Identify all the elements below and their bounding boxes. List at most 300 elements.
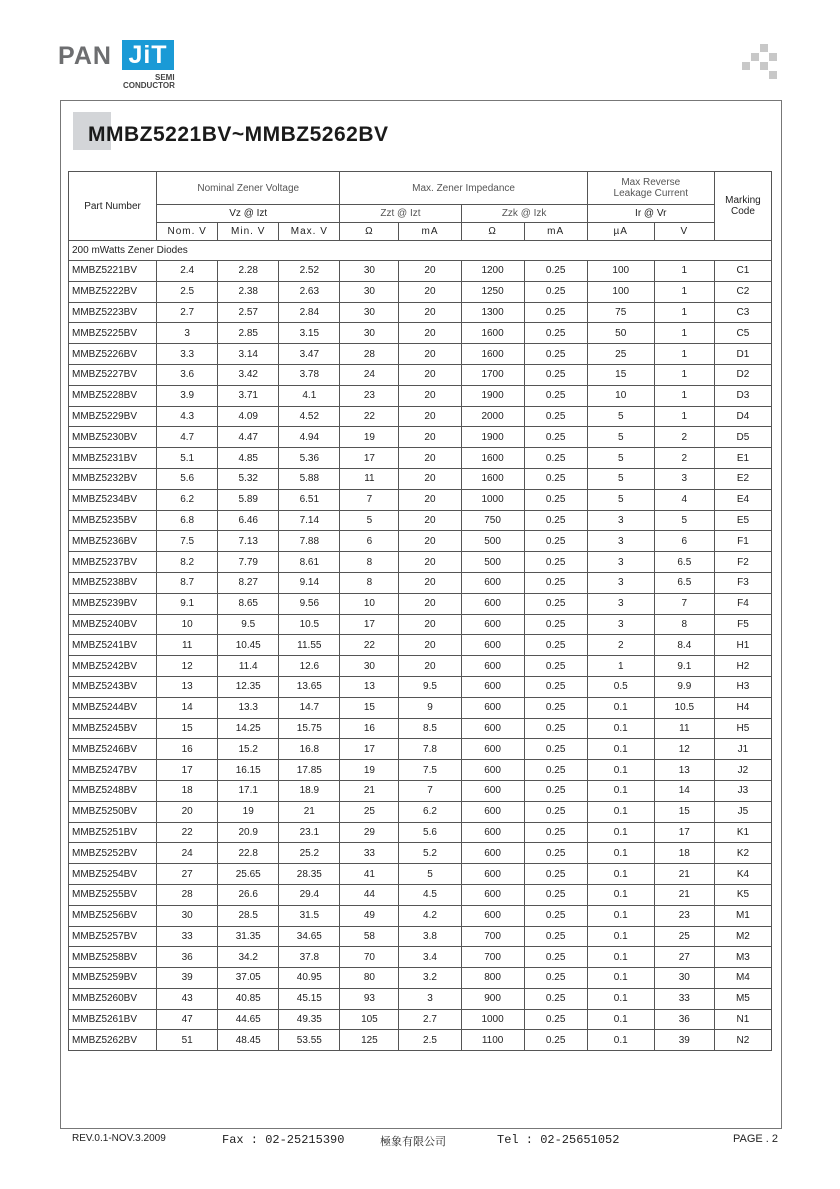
cell-vr-v: 11	[654, 718, 714, 739]
table-row	[69, 801, 772, 822]
cell-ir-ua: 100	[587, 261, 654, 282]
cell-nom-v: 4.3	[157, 406, 218, 427]
cell-vr-v: 25	[654, 926, 714, 947]
cell-nom-v: 12	[157, 656, 218, 677]
cell-ir-ua: 10	[587, 385, 654, 406]
table-row	[69, 864, 772, 885]
cell-part-number: MMBZ5225BV	[69, 323, 157, 344]
cell-min-v: 34.2	[218, 947, 279, 968]
cell-nom-v: 6.2	[157, 489, 218, 510]
cell-izt-ma: 20	[399, 323, 461, 344]
logo-conductor-text: CONDUCTOR	[123, 81, 175, 90]
cell-ir-ua: 0.1	[587, 822, 654, 843]
cell-zzk-ohm: 800	[461, 968, 524, 989]
cell-zzk-ohm: 600	[461, 718, 524, 739]
cell-izt-ma: 20	[399, 261, 461, 282]
cell-marking-code: F4	[714, 593, 771, 614]
cell-izk-ma: 0.25	[524, 905, 587, 926]
cell-min-v: 31.35	[218, 926, 279, 947]
cell-izk-ma: 0.25	[524, 385, 587, 406]
cell-zzk-ohm: 1000	[461, 1009, 524, 1030]
cell-part-number: MMBZ5222BV	[69, 281, 157, 302]
cell-max-v: 4.1	[279, 385, 340, 406]
cell-izt-ma: 9.5	[399, 676, 461, 697]
table-row	[69, 697, 772, 718]
cell-zzt-ohm: 49	[340, 905, 399, 926]
cell-ir-ua: 5	[587, 468, 654, 489]
cell-izk-ma: 0.25	[524, 718, 587, 739]
table-row	[69, 468, 772, 489]
cell-max-v: 37.8	[279, 947, 340, 968]
cell-vr-v: 5	[654, 510, 714, 531]
header-min-v: Min. V	[218, 223, 279, 241]
cell-marking-code: C2	[714, 281, 771, 302]
header-zzk-at-izk: Zzk @ Izk	[461, 205, 587, 223]
cell-marking-code: F1	[714, 531, 771, 552]
cell-izt-ma: 20	[399, 385, 461, 406]
cell-max-v: 3.15	[279, 323, 340, 344]
cell-ir-ua: 5	[587, 448, 654, 469]
cell-zzt-ohm: 17	[340, 739, 399, 760]
cell-zzk-ohm: 600	[461, 614, 524, 635]
cell-ir-ua: 0.1	[587, 801, 654, 822]
cell-nom-v: 17	[157, 760, 218, 781]
cell-zzt-ohm: 10	[340, 593, 399, 614]
cell-zzk-ohm: 1300	[461, 302, 524, 323]
cell-zzt-ohm: 15	[340, 697, 399, 718]
cell-izt-ma: 20	[399, 572, 461, 593]
cell-ir-ua: 0.5	[587, 676, 654, 697]
cell-ir-ua: 5	[587, 406, 654, 427]
cell-zzk-ohm: 700	[461, 947, 524, 968]
cell-marking-code: M5	[714, 988, 771, 1009]
cell-max-v: 53.55	[279, 1030, 340, 1051]
cell-marking-code: N1	[714, 1009, 771, 1030]
cell-marking-code: H5	[714, 718, 771, 739]
cell-zzt-ohm: 7	[340, 489, 399, 510]
cell-nom-v: 11	[157, 635, 218, 656]
cell-part-number: MMBZ5262BV	[69, 1030, 157, 1051]
cell-min-v: 19	[218, 801, 279, 822]
cell-min-v: 3.42	[218, 364, 279, 385]
header-zzt-at-izt: Zzt @ Izt	[340, 205, 461, 223]
cell-max-v: 9.56	[279, 593, 340, 614]
cell-ir-ua: 0.1	[587, 1009, 654, 1030]
cell-ir-ua: 3	[587, 593, 654, 614]
cell-nom-v: 3.9	[157, 385, 218, 406]
cell-vr-v: 39	[654, 1030, 714, 1051]
cell-nom-v: 2.4	[157, 261, 218, 282]
cell-part-number: MMBZ5239BV	[69, 593, 157, 614]
cell-max-v: 25.2	[279, 843, 340, 864]
cell-part-number: MMBZ5234BV	[69, 489, 157, 510]
cell-marking-code: M1	[714, 905, 771, 926]
table-row	[69, 323, 772, 344]
cell-izt-ma: 20	[399, 364, 461, 385]
cell-marking-code: D4	[714, 406, 771, 427]
cell-zzk-ohm: 1600	[461, 468, 524, 489]
cell-izt-ma: 7.8	[399, 739, 461, 760]
cell-max-v: 21	[279, 801, 340, 822]
cell-ir-ua: 0.1	[587, 1030, 654, 1051]
cell-nom-v: 7.5	[157, 531, 218, 552]
cell-zzk-ohm: 600	[461, 864, 524, 885]
cell-izk-ma: 0.25	[524, 864, 587, 885]
cell-min-v: 11.4	[218, 656, 279, 677]
cell-marking-code: D2	[714, 364, 771, 385]
cell-zzt-ohm: 24	[340, 364, 399, 385]
header-marking-code	[714, 172, 771, 241]
table-row	[69, 614, 772, 635]
cell-ir-ua: 0.1	[587, 968, 654, 989]
cell-izt-ma: 6.2	[399, 801, 461, 822]
cell-zzt-ohm: 25	[340, 801, 399, 822]
table-row	[69, 822, 772, 843]
cell-max-v: 17.85	[279, 760, 340, 781]
cell-min-v: 5.32	[218, 468, 279, 489]
cell-izt-ma: 7.5	[399, 760, 461, 781]
cell-min-v: 8.27	[218, 572, 279, 593]
cell-zzk-ohm: 600	[461, 676, 524, 697]
cell-izt-ma: 20	[399, 281, 461, 302]
table-row	[69, 780, 772, 801]
cell-marking-code: F2	[714, 552, 771, 573]
cell-ir-ua: 5	[587, 489, 654, 510]
cell-izt-ma: 20	[399, 614, 461, 635]
cell-marking-code: C1	[714, 261, 771, 282]
cell-izt-ma: 20	[399, 656, 461, 677]
cell-zzt-ohm: 8	[340, 552, 399, 573]
header-vr-v: V	[654, 223, 714, 241]
cell-ir-ua: 0.1	[587, 926, 654, 947]
cell-izk-ma: 0.25	[524, 302, 587, 323]
cell-ir-ua: 0.1	[587, 905, 654, 926]
cell-vr-v: 2	[654, 427, 714, 448]
cell-vr-v: 21	[654, 864, 714, 885]
cell-nom-v: 3.3	[157, 344, 218, 365]
cell-marking-code: K1	[714, 822, 771, 843]
cell-marking-code: J1	[714, 739, 771, 760]
cell-vr-v: 36	[654, 1009, 714, 1030]
cell-marking-code: C5	[714, 323, 771, 344]
cell-nom-v: 24	[157, 843, 218, 864]
cell-max-v: 45.15	[279, 988, 340, 1009]
cell-zzt-ohm: 22	[340, 635, 399, 656]
table-row	[69, 385, 772, 406]
cell-zzk-ohm: 600	[461, 760, 524, 781]
cell-zzk-ohm: 900	[461, 988, 524, 1009]
table-row	[69, 718, 772, 739]
cell-nom-v: 47	[157, 1009, 218, 1030]
cell-min-v: 3.71	[218, 385, 279, 406]
cell-part-number: MMBZ5230BV	[69, 427, 157, 448]
cell-ir-ua: 0.1	[587, 947, 654, 968]
cell-zzt-ohm: 58	[340, 926, 399, 947]
cell-zzt-ohm: 11	[340, 468, 399, 489]
cell-max-v: 8.61	[279, 552, 340, 573]
cell-zzt-ohm: 16	[340, 718, 399, 739]
cell-zzk-ohm: 600	[461, 884, 524, 905]
cell-zzk-ohm: 1900	[461, 427, 524, 448]
cell-min-v: 16.15	[218, 760, 279, 781]
cell-max-v: 18.9	[279, 780, 340, 801]
cell-ir-ua: 1	[587, 656, 654, 677]
cell-part-number: MMBZ5252BV	[69, 843, 157, 864]
cell-izk-ma: 0.25	[524, 510, 587, 531]
cell-zzk-ohm: 600	[461, 905, 524, 926]
cell-min-v: 2.85	[218, 323, 279, 344]
cell-zzk-ohm: 600	[461, 843, 524, 864]
cell-nom-v: 10	[157, 614, 218, 635]
cell-marking-code: H3	[714, 676, 771, 697]
cell-min-v: 12.35	[218, 676, 279, 697]
cell-min-v: 2.57	[218, 302, 279, 323]
cell-izt-ma: 20	[399, 406, 461, 427]
footer-page-number: PAGE . 2	[733, 1133, 779, 1145]
cell-ir-ua: 0.1	[587, 718, 654, 739]
cell-part-number: MMBZ5236BV	[69, 531, 157, 552]
cell-izk-ma: 0.25	[524, 364, 587, 385]
cell-vr-v: 33	[654, 988, 714, 1009]
cell-vr-v: 1	[654, 281, 714, 302]
cell-izt-ma: 20	[399, 635, 461, 656]
cell-min-v: 7.79	[218, 552, 279, 573]
cell-zzk-ohm: 600	[461, 635, 524, 656]
cell-izt-ma: 5.6	[399, 822, 461, 843]
table-row	[69, 344, 772, 365]
header-max-zener-impedance: Max. Zener Impedance	[340, 172, 587, 205]
cell-ir-ua: 0.1	[587, 884, 654, 905]
cell-marking-code: N2	[714, 1030, 771, 1051]
cell-izk-ma: 0.25	[524, 739, 587, 760]
cell-zzk-ohm: 750	[461, 510, 524, 531]
cell-zzt-ohm: 44	[340, 884, 399, 905]
cell-izt-ma: 2.5	[399, 1030, 461, 1051]
cell-izk-ma: 0.25	[524, 947, 587, 968]
cell-nom-v: 43	[157, 988, 218, 1009]
cell-vr-v: 18	[654, 843, 714, 864]
header-part-number: Part Number	[69, 172, 157, 241]
cell-vr-v: 13	[654, 760, 714, 781]
table-row	[69, 1009, 772, 1030]
cell-izk-ma: 0.25	[524, 1030, 587, 1051]
cell-ir-ua: 3	[587, 510, 654, 531]
cell-izk-ma: 0.25	[524, 988, 587, 1009]
cell-vr-v: 12	[654, 739, 714, 760]
cell-zzk-ohm: 1000	[461, 489, 524, 510]
cell-max-v: 2.84	[279, 302, 340, 323]
cell-zzt-ohm: 22	[340, 406, 399, 427]
cell-izk-ma: 0.25	[524, 572, 587, 593]
cell-vr-v: 14	[654, 780, 714, 801]
table-row	[69, 489, 772, 510]
cell-marking-code: M2	[714, 926, 771, 947]
cell-izt-ma: 2.7	[399, 1009, 461, 1030]
cell-part-number: MMBZ5243BV	[69, 676, 157, 697]
table-row	[69, 510, 772, 531]
cell-vr-v: 27	[654, 947, 714, 968]
table-row	[69, 676, 772, 697]
table-row	[69, 739, 772, 760]
cell-part-number: MMBZ5245BV	[69, 718, 157, 739]
cell-max-v: 2.63	[279, 281, 340, 302]
cell-nom-v: 3.6	[157, 364, 218, 385]
cell-zzk-ohm: 1100	[461, 1030, 524, 1051]
cell-vr-v: 30	[654, 968, 714, 989]
cell-max-v: 7.88	[279, 531, 340, 552]
cell-max-v: 40.95	[279, 968, 340, 989]
cell-nom-v: 16	[157, 739, 218, 760]
section-label: 200 mWatts Zener Diodes	[69, 241, 772, 261]
cell-zzk-ohm: 600	[461, 572, 524, 593]
cell-marking-code: H2	[714, 656, 771, 677]
cell-max-v: 2.52	[279, 261, 340, 282]
cell-izt-ma: 20	[399, 302, 461, 323]
cell-marking-code: J2	[714, 760, 771, 781]
cell-min-v: 20.9	[218, 822, 279, 843]
cell-zzt-ohm: 23	[340, 385, 399, 406]
cell-zzt-ohm: 30	[340, 656, 399, 677]
cell-zzt-ohm: 33	[340, 843, 399, 864]
cell-nom-v: 6.8	[157, 510, 218, 531]
cell-zzt-ohm: 5	[340, 510, 399, 531]
table-row	[69, 988, 772, 1009]
cell-min-v: 7.13	[218, 531, 279, 552]
cell-izt-ma: 4.2	[399, 905, 461, 926]
cell-max-v: 7.14	[279, 510, 340, 531]
cell-izk-ma: 0.25	[524, 656, 587, 677]
header-marking-line1: Marking	[725, 195, 761, 206]
cell-zzt-ohm: 80	[340, 968, 399, 989]
cell-izk-ma: 0.25	[524, 427, 587, 448]
cell-marking-code: H1	[714, 635, 771, 656]
cell-zzk-ohm: 1700	[461, 364, 524, 385]
footer-fax: Fax : 02-25215390	[222, 1133, 345, 1147]
cell-max-v: 29.4	[279, 884, 340, 905]
table-row	[69, 302, 772, 323]
cell-zzk-ohm: 600	[461, 780, 524, 801]
table-row	[69, 905, 772, 926]
cell-vr-v: 10.5	[654, 697, 714, 718]
cell-izt-ma: 3.8	[399, 926, 461, 947]
header-vz-at-izt: Vz @ Izt	[157, 205, 340, 223]
cell-max-v: 34.65	[279, 926, 340, 947]
cell-ir-ua: 0.1	[587, 739, 654, 760]
cell-izk-ma: 0.25	[524, 552, 587, 573]
cell-min-v: 15.2	[218, 739, 279, 760]
cell-min-v: 48.45	[218, 1030, 279, 1051]
cell-nom-v: 33	[157, 926, 218, 947]
cell-vr-v: 3	[654, 468, 714, 489]
cell-part-number: MMBZ5246BV	[69, 739, 157, 760]
cell-marking-code: M3	[714, 947, 771, 968]
cell-izk-ma: 0.25	[524, 884, 587, 905]
cell-zzt-ohm: 17	[340, 614, 399, 635]
cell-part-number: MMBZ5247BV	[69, 760, 157, 781]
cell-izk-ma: 0.25	[524, 468, 587, 489]
cell-ir-ua: 50	[587, 323, 654, 344]
cell-zzk-ohm: 1600	[461, 323, 524, 344]
cell-vr-v: 7	[654, 593, 714, 614]
cell-marking-code: E1	[714, 448, 771, 469]
cell-max-v: 13.65	[279, 676, 340, 697]
cell-nom-v: 5.6	[157, 468, 218, 489]
cell-min-v: 4.85	[218, 448, 279, 469]
cell-part-number: MMBZ5255BV	[69, 884, 157, 905]
cell-ir-ua: 25	[587, 344, 654, 365]
cell-zzk-ohm: 1600	[461, 448, 524, 469]
cell-min-v: 40.85	[218, 988, 279, 1009]
cell-marking-code: E2	[714, 468, 771, 489]
table-row	[69, 593, 772, 614]
cell-nom-v: 20	[157, 801, 218, 822]
cell-max-v: 12.6	[279, 656, 340, 677]
cell-vr-v: 17	[654, 822, 714, 843]
cell-min-v: 14.25	[218, 718, 279, 739]
cell-part-number: MMBZ5223BV	[69, 302, 157, 323]
cell-vr-v: 1	[654, 323, 714, 344]
cell-ir-ua: 15	[587, 364, 654, 385]
cell-min-v: 4.47	[218, 427, 279, 448]
cell-part-number: MMBZ5257BV	[69, 926, 157, 947]
cell-izk-ma: 0.25	[524, 281, 587, 302]
header-nominal-zener-voltage: Nominal Zener Voltage	[157, 172, 340, 205]
cell-zzk-ohm: 600	[461, 801, 524, 822]
header-izt-ma: mA	[399, 223, 461, 241]
header-ir-at-vr: Ir @ Vr	[587, 205, 714, 223]
cell-part-number: MMBZ5231BV	[69, 448, 157, 469]
cell-nom-v: 5.1	[157, 448, 218, 469]
cell-max-v: 31.5	[279, 905, 340, 926]
cell-zzk-ohm: 1200	[461, 261, 524, 282]
cell-nom-v: 22	[157, 822, 218, 843]
cell-part-number: MMBZ5244BV	[69, 697, 157, 718]
table-row	[69, 427, 772, 448]
cell-izk-ma: 0.25	[524, 760, 587, 781]
cell-nom-v: 13	[157, 676, 218, 697]
cell-vr-v: 1	[654, 385, 714, 406]
cell-nom-v: 14	[157, 697, 218, 718]
cell-zzk-ohm: 500	[461, 531, 524, 552]
cell-zzt-ohm: 125	[340, 1030, 399, 1051]
cell-min-v: 10.45	[218, 635, 279, 656]
cell-min-v: 6.46	[218, 510, 279, 531]
cell-marking-code: H4	[714, 697, 771, 718]
cell-ir-ua: 0.1	[587, 988, 654, 1009]
cell-zzt-ohm: 105	[340, 1009, 399, 1030]
cell-min-v: 2.28	[218, 261, 279, 282]
table-row	[69, 1030, 772, 1051]
cell-ir-ua: 5	[587, 427, 654, 448]
cell-izt-ma: 20	[399, 344, 461, 365]
table-row	[69, 947, 772, 968]
cell-part-number: MMBZ5221BV	[69, 261, 157, 282]
cell-zzk-ohm: 700	[461, 926, 524, 947]
cell-izk-ma: 0.25	[524, 635, 587, 656]
table-row	[69, 843, 772, 864]
table-row	[69, 261, 772, 282]
cell-izk-ma: 0.25	[524, 822, 587, 843]
cell-izt-ma: 3	[399, 988, 461, 1009]
table-row	[69, 552, 772, 573]
cell-marking-code: K5	[714, 884, 771, 905]
cell-zzt-ohm: 29	[340, 822, 399, 843]
cell-vr-v: 2	[654, 448, 714, 469]
cell-max-v: 9.14	[279, 572, 340, 593]
cell-izk-ma: 0.25	[524, 926, 587, 947]
table-row	[69, 364, 772, 385]
cell-max-v: 5.36	[279, 448, 340, 469]
